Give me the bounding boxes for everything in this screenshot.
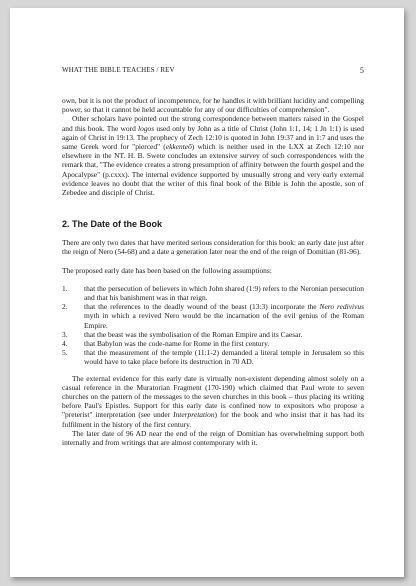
text-run: used only by John as a title of Christ (John 1:1, 14; 1 Jn 1:1) is used again of Christ in 19:13. The prophecy of Zech 12:10 is quoted in John 19:37 and in 1:7 and uses the same Greek word for "pierced" ( [62, 123, 365, 152]
list-number: 4. [62, 339, 68, 349]
list-text: that the beast was the symbolisation of the Roman Empire and its Caesar. [84, 329, 303, 339]
paragraph-external-evidence [62, 374, 364, 429]
term-interpretation: Interpretation [173, 410, 215, 420]
list-number: 3. [62, 329, 68, 339]
text-run: ) which is neither used in the LXX at Zech 12:10 nor elsewhere in the NT. H. B. Swete concludes an extensive survey of such correspondences with the remark that, "The evidence creates a strong presumption of affinity between the fourth gospel and the Apocalypse" (p.cxxx). The internal evidence supported by unusually strong and very early external evidence leaves no doubt that the writer of this final book of the Bible is John the apostle, son of Zebedee and disciple of Christ. [62, 142, 364, 198]
list-item [62, 330, 364, 339]
running-header [62, 66, 364, 75]
page-body [62, 96, 364, 447]
term-nero-redivivus: Nero redivivus [319, 302, 364, 312]
paragraph-continuation: own, but it is not the product of incompetence, for he handles it with brilliant lucidity and compelling power, so that it cannot be held accountable for any of our difficulties of comprehension". [62, 96, 364, 115]
text-run: Other scholars have pointed out the strong correspondence between matters raised in the Gospel and this book. The word [62, 114, 364, 133]
list-item [62, 284, 364, 302]
list-item [62, 348, 364, 366]
text-run: The external evidence for this early date is virtually non-existent depending almost solely on a casual reference in the Muratorian Fragment (170-190) which claimed that Paul wrote to seven churches on the pattern of the messages to the seven churches in this book – thus placing its writing before Paul's Epistles. Support for this early date is confined now to expositors who propose a "preterist" interpretation (see under [62, 373, 364, 420]
list-number: 5. [62, 348, 68, 358]
paragraph-assumptions-intro: The proposed early date has been based on the following assumptions: [62, 265, 272, 275]
page-number: 5 [359, 66, 364, 75]
paragraph-correspondence [62, 114, 364, 197]
list-number: 2. [62, 302, 68, 312]
list-text: that the persecution of believers in which John shared (1:9) refers to the Neronian persecution and that his banishment was in that reign. [84, 283, 364, 303]
list-text: that the measurement of the temple (11:1-2) demanded a literal temple in Jerusalem so this would have to take place before its destruction in 70 AD. [84, 348, 364, 367]
paragraph-later-date: The later date of 96 AD near the end of the reign of Domitian has overwhelming support both internally and from writings that are almost contemporary with it. [62, 428, 364, 448]
paragraph-two-dates: There are only two dates that have merited serious consideration for this book: an early date just after the reign of Nero (54-68) and a date a generation later near the end of the reign of Domitian (81-96). [62, 238, 364, 257]
assumptions-list [62, 284, 364, 367]
list-item [62, 302, 364, 330]
term-logos: logos [138, 123, 155, 133]
section-heading: 2. The Date of the Book [62, 219, 163, 230]
running-title: WHAT THE BIBLE TEACHES / REV [62, 66, 175, 74]
term-ekkenteo: ekkenteō [165, 142, 192, 152]
list-number: 1. [62, 283, 68, 293]
list-text [84, 302, 364, 330]
text-run: myth in which a revived Nero would be the incarnation of the evil genius of the Roman Empire. [84, 311, 364, 330]
document-page [10, 8, 404, 577]
text-run: ) for the book and who insist that it has had its fulfilment in the history of the first century. [62, 410, 364, 429]
list-item [62, 339, 364, 348]
text-run: that the references to the deadly wound of the beast (13:3) incorporate the [84, 302, 320, 312]
list-text: that Babylon was the code-name for Rome in the first century. [84, 339, 270, 349]
